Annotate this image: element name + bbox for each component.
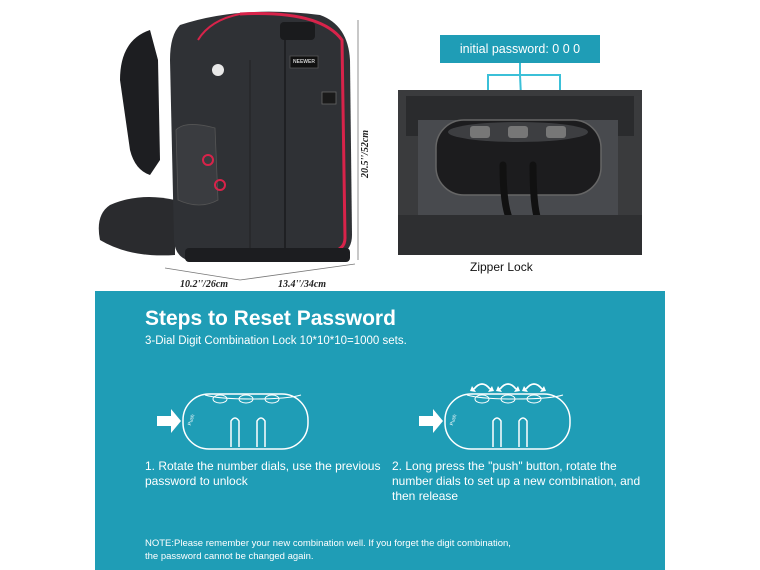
brand-label: NEEWER (293, 59, 315, 65)
lock-push-label-step2: Push (448, 413, 459, 427)
panel-title: Steps to Reset Password (145, 307, 396, 330)
reset-password-panel (95, 291, 665, 570)
note-line-2: the password cannot be changed again. (145, 551, 314, 562)
zipper-lock-caption: Zipper Lock (470, 260, 533, 274)
push-arrow-icon (419, 409, 443, 433)
height-dimension-label: 20.5''/52cm (360, 129, 371, 178)
lock-push-label-step1: Push (186, 413, 197, 427)
reset-note (145, 537, 645, 563)
password-banner: initial password: 0 0 0 (440, 35, 600, 63)
step2-instruction: 2. Long press the "push" button, rotate the number dials to set up a new combination, and then release (392, 459, 641, 503)
backpack-photo (90, 0, 370, 290)
step1-instruction: 1. Rotate the number dials, use the previous password to unlock (145, 459, 381, 488)
push-arrow-icon (157, 409, 181, 433)
depth-dimension-label: 10.2''/26cm (180, 279, 229, 290)
width-dimension-label: 13.4''/34cm (278, 279, 327, 290)
note-line-1: NOTE:Please remember your new combination well. If you forget the digit combination, (145, 538, 511, 549)
lock-illustration-step2 (415, 377, 575, 454)
zipper-lock-photo (398, 90, 642, 255)
panel-subtitle: 3-Dial Digit Combination Lock 10*10*10=1000 sets. (145, 335, 407, 347)
lock-illustration-step1 (153, 389, 313, 454)
